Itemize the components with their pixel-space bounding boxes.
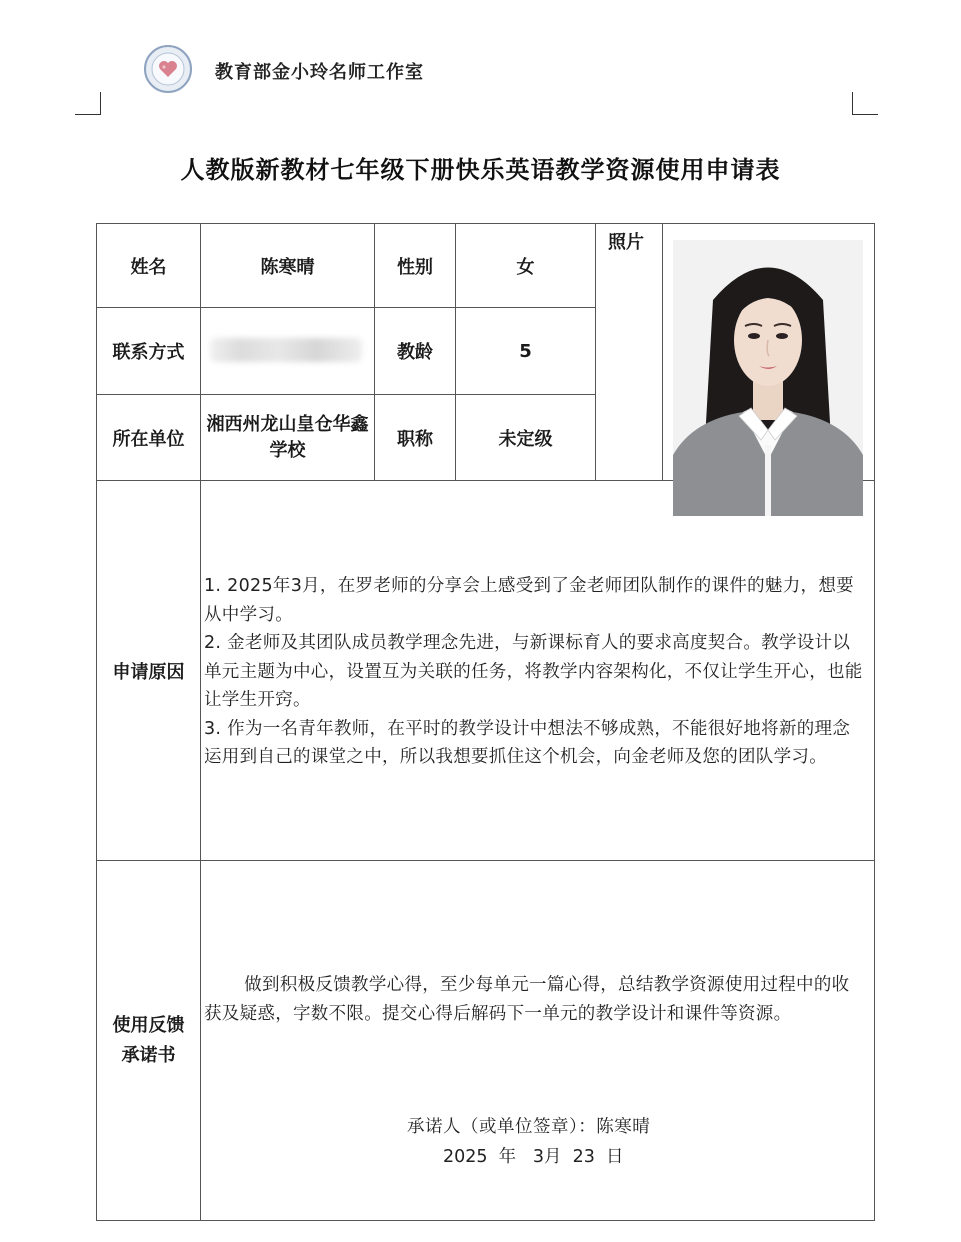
reason-label: 申请原因 — [112, 661, 185, 683]
contact-value-redacted — [210, 338, 362, 362]
org-label: 所在单位 — [112, 428, 185, 450]
commitment-label-line2: 承诺书 — [121, 1044, 176, 1066]
reason-item: 3. 作为一名青年教师，在平时的教学设计中想法不够成熟，不能很好地将新的理念运用到自己的课堂之中，所以我想要抓住这个机会，向金老师及您的团队学习。 — [204, 718, 851, 767]
gender-value: 女 — [516, 256, 535, 278]
crop-mark-left — [75, 92, 101, 115]
applicant-photo — [673, 240, 863, 516]
commitment-label-line1: 使用反馈 — [112, 1014, 185, 1036]
contact-label: 联系方式 — [112, 342, 185, 363]
studio-logo-icon — [143, 44, 193, 94]
reason-text — [204, 572, 864, 772]
photo-label: 照片 — [608, 232, 644, 253]
name-label: 姓名 — [130, 256, 167, 278]
reason-item: 1. 2025年3月，在罗老师的分享会上感受到了金老师团队制作的课件的魅力，想要从中学习。 — [204, 576, 854, 625]
name-value: 陈寒晴 — [260, 256, 315, 278]
commitment-label — [97, 861, 200, 1220]
title-label: 职称 — [397, 428, 433, 450]
commitment-text: 做到积极反馈教学心得，至少每单元一篇心得，总结教学资源使用过程中的收获及疑惑，字数不限。提交心得后解码下一单元的教学设计和课件等资源。 — [204, 975, 850, 1024]
crop-mark-right — [852, 92, 878, 115]
reason-item: 2. 金老师及其团队成员教学理念先进，与新课标育人的要求高度契合。教学设计以单元主题为中心，设置互为关联的任务，将教学内容架构化，不仅让学生开心，也能让学生开窍。 — [204, 633, 863, 710]
gender-label: 性别 — [397, 256, 433, 278]
org-value: 湘西州龙山皇仓华鑫学校 — [206, 413, 369, 461]
teaching-years-value: 5 — [519, 340, 532, 362]
teaching-years-label: 教龄 — [397, 342, 433, 363]
signer-line: 承诺人（或单位签章）：陈寒晴 — [407, 1117, 651, 1137]
title-value: 未定级 — [498, 428, 553, 450]
sign-date: 2025 年 3月 23 日 — [443, 1147, 624, 1167]
studio-name: 教育部金小玲名师工作室 — [215, 62, 424, 83]
form-title: 人教版新教材七年级下册快乐英语教学资源使用申请表 — [180, 156, 781, 184]
